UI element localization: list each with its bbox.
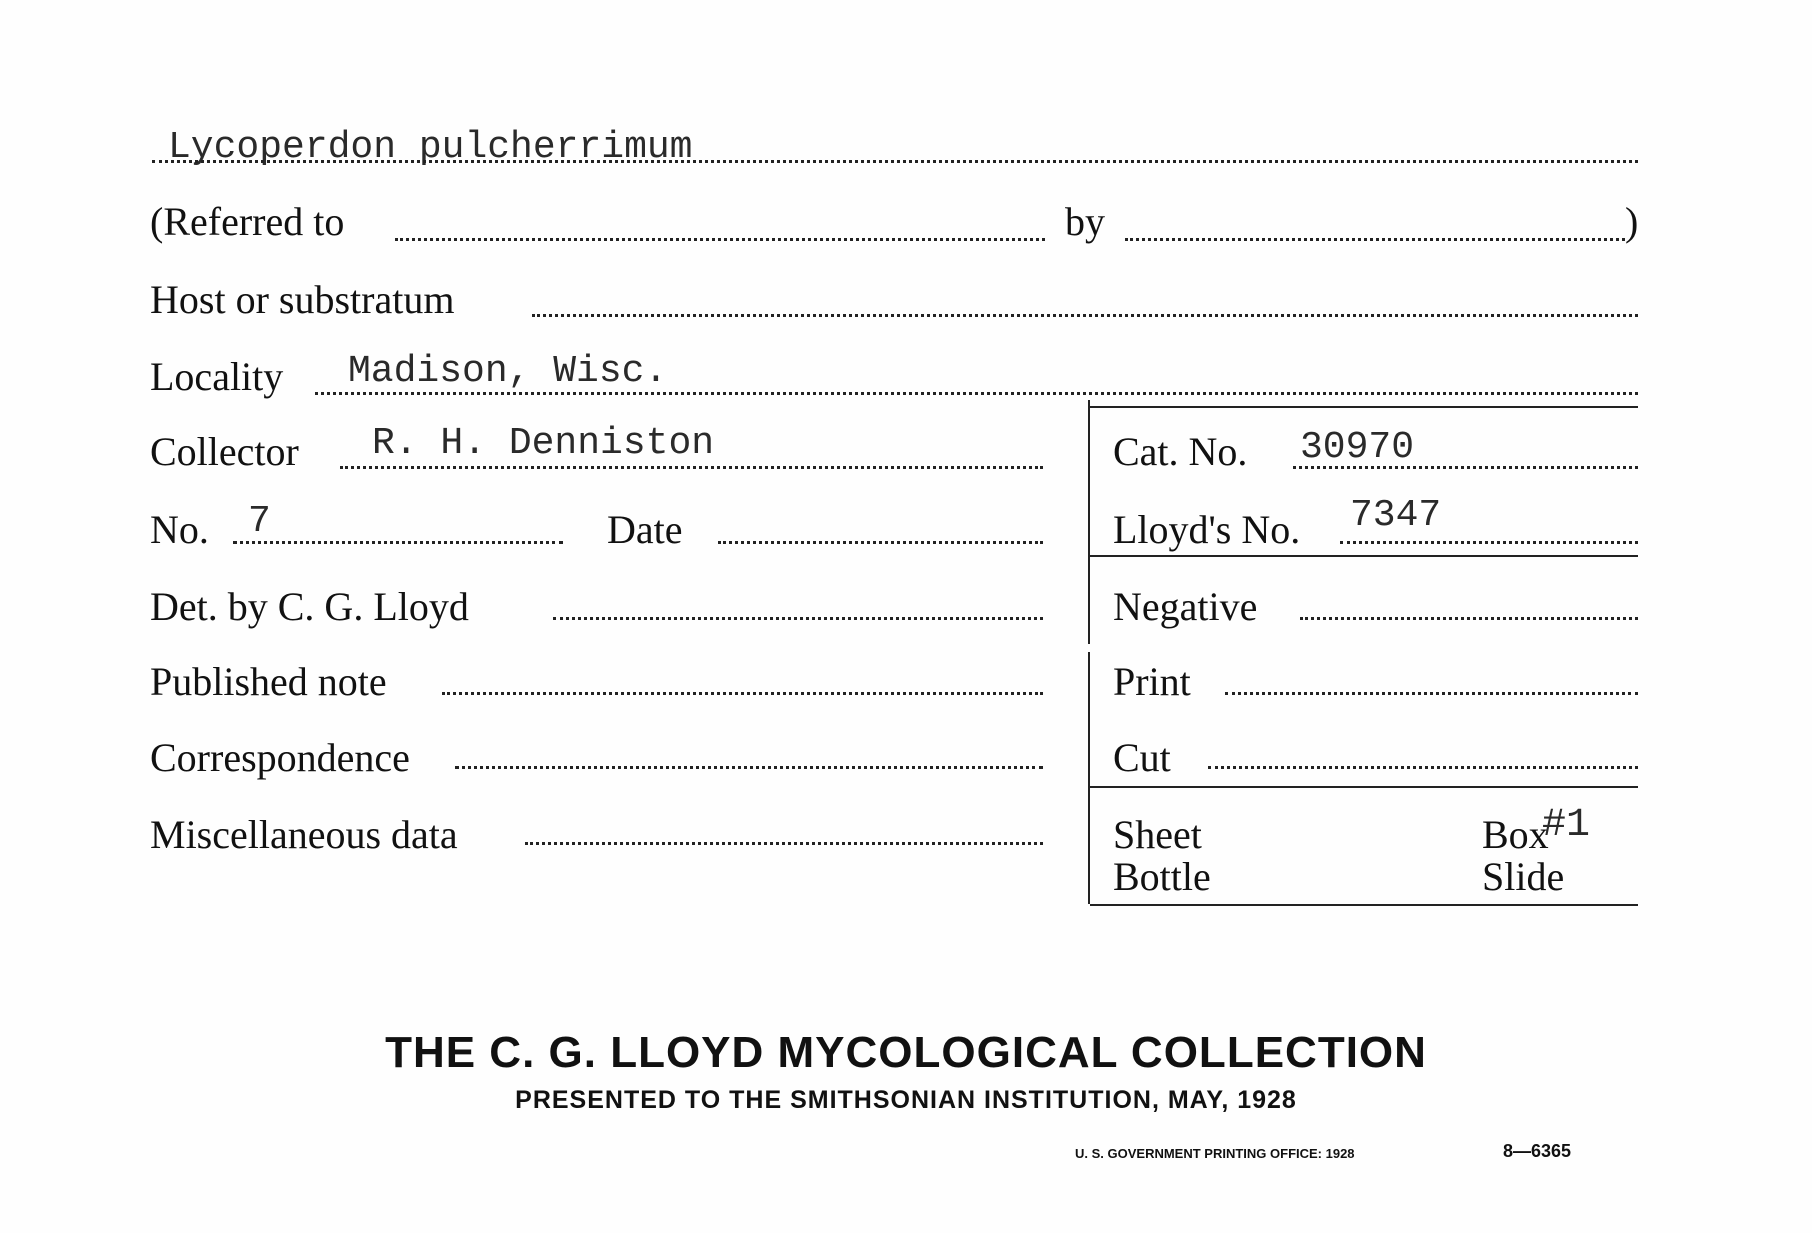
det-by-label: Det. by C. G. Lloyd — [150, 584, 469, 629]
host-field — [532, 314, 1638, 317]
published-note-field — [442, 692, 1043, 695]
sheet-label: Sheet — [1113, 812, 1202, 857]
printer-imprint: U. S. GOVERNMENT PRINTING OFFICE: 1928 — [1075, 1146, 1355, 1161]
collector-label: Collector — [150, 429, 299, 474]
locality-value: Madison, Wisc. — [348, 350, 668, 393]
lloyds-no-label: Lloyd's No. — [1113, 507, 1301, 552]
referred-to-field — [395, 238, 1045, 241]
no-field — [233, 541, 563, 544]
misc-data-field — [525, 842, 1043, 845]
panel-left-rule-lower — [1088, 652, 1090, 904]
det-by-field — [553, 617, 1043, 620]
panel-bottom-rule — [1090, 904, 1638, 906]
cat-no-value: 30970 — [1300, 426, 1415, 469]
cut-label: Cut — [1113, 735, 1171, 780]
lloyds-no-value: 7347 — [1350, 494, 1442, 537]
cat-no-field — [1293, 466, 1638, 469]
collector-value: R. H. Denniston — [372, 422, 715, 465]
box-label: Box — [1482, 812, 1549, 857]
panel-top-rule — [1090, 406, 1638, 408]
panel-left-rule-upper — [1088, 400, 1090, 644]
no-value: 7 — [248, 500, 271, 543]
negative-field — [1300, 617, 1638, 620]
locality-field — [315, 392, 1638, 395]
misc-data-label: Miscellaneous data — [150, 812, 458, 857]
cut-field — [1208, 766, 1638, 769]
collection-subtitle: PRESENTED TO THE SMITHSONIAN INSTITUTION, MAY, 1928 — [515, 1086, 1297, 1114]
date-label: Date — [607, 507, 683, 552]
by-field — [1125, 238, 1625, 241]
print-field — [1225, 692, 1638, 695]
form-number: 8—6365 — [1503, 1141, 1572, 1161]
host-label: Host or substratum — [150, 277, 455, 322]
by-label: by — [1065, 199, 1105, 244]
close-paren: ) — [1625, 199, 1639, 244]
bottle-label: Bottle — [1113, 854, 1211, 899]
correspondence-label: Correspondence — [150, 735, 410, 780]
lloyds-no-field — [1340, 541, 1638, 544]
negative-label: Negative — [1113, 584, 1258, 629]
collector-field — [340, 466, 1043, 469]
species-name: Lycoperdon pulcherrimum — [168, 126, 693, 169]
correspondence-field — [455, 766, 1043, 769]
locality-label: Locality — [150, 354, 284, 399]
no-label: No. — [150, 507, 209, 552]
panel-mid-rule-1 — [1090, 555, 1638, 557]
collection-title: THE C. G. LLOYD MYCOLOGICAL COLLECTION — [385, 1028, 1427, 1077]
date-field — [718, 541, 1043, 544]
slide-label: Slide — [1482, 854, 1565, 899]
referred-to-label: (Referred to — [150, 199, 345, 244]
panel-mid-rule-2 — [1090, 786, 1638, 788]
box-value: #1 — [1542, 803, 1591, 848]
published-note-label: Published note — [150, 659, 387, 704]
print-label: Print — [1113, 659, 1191, 704]
species-line — [152, 160, 1638, 163]
cat-no-label: Cat. No. — [1113, 429, 1248, 474]
